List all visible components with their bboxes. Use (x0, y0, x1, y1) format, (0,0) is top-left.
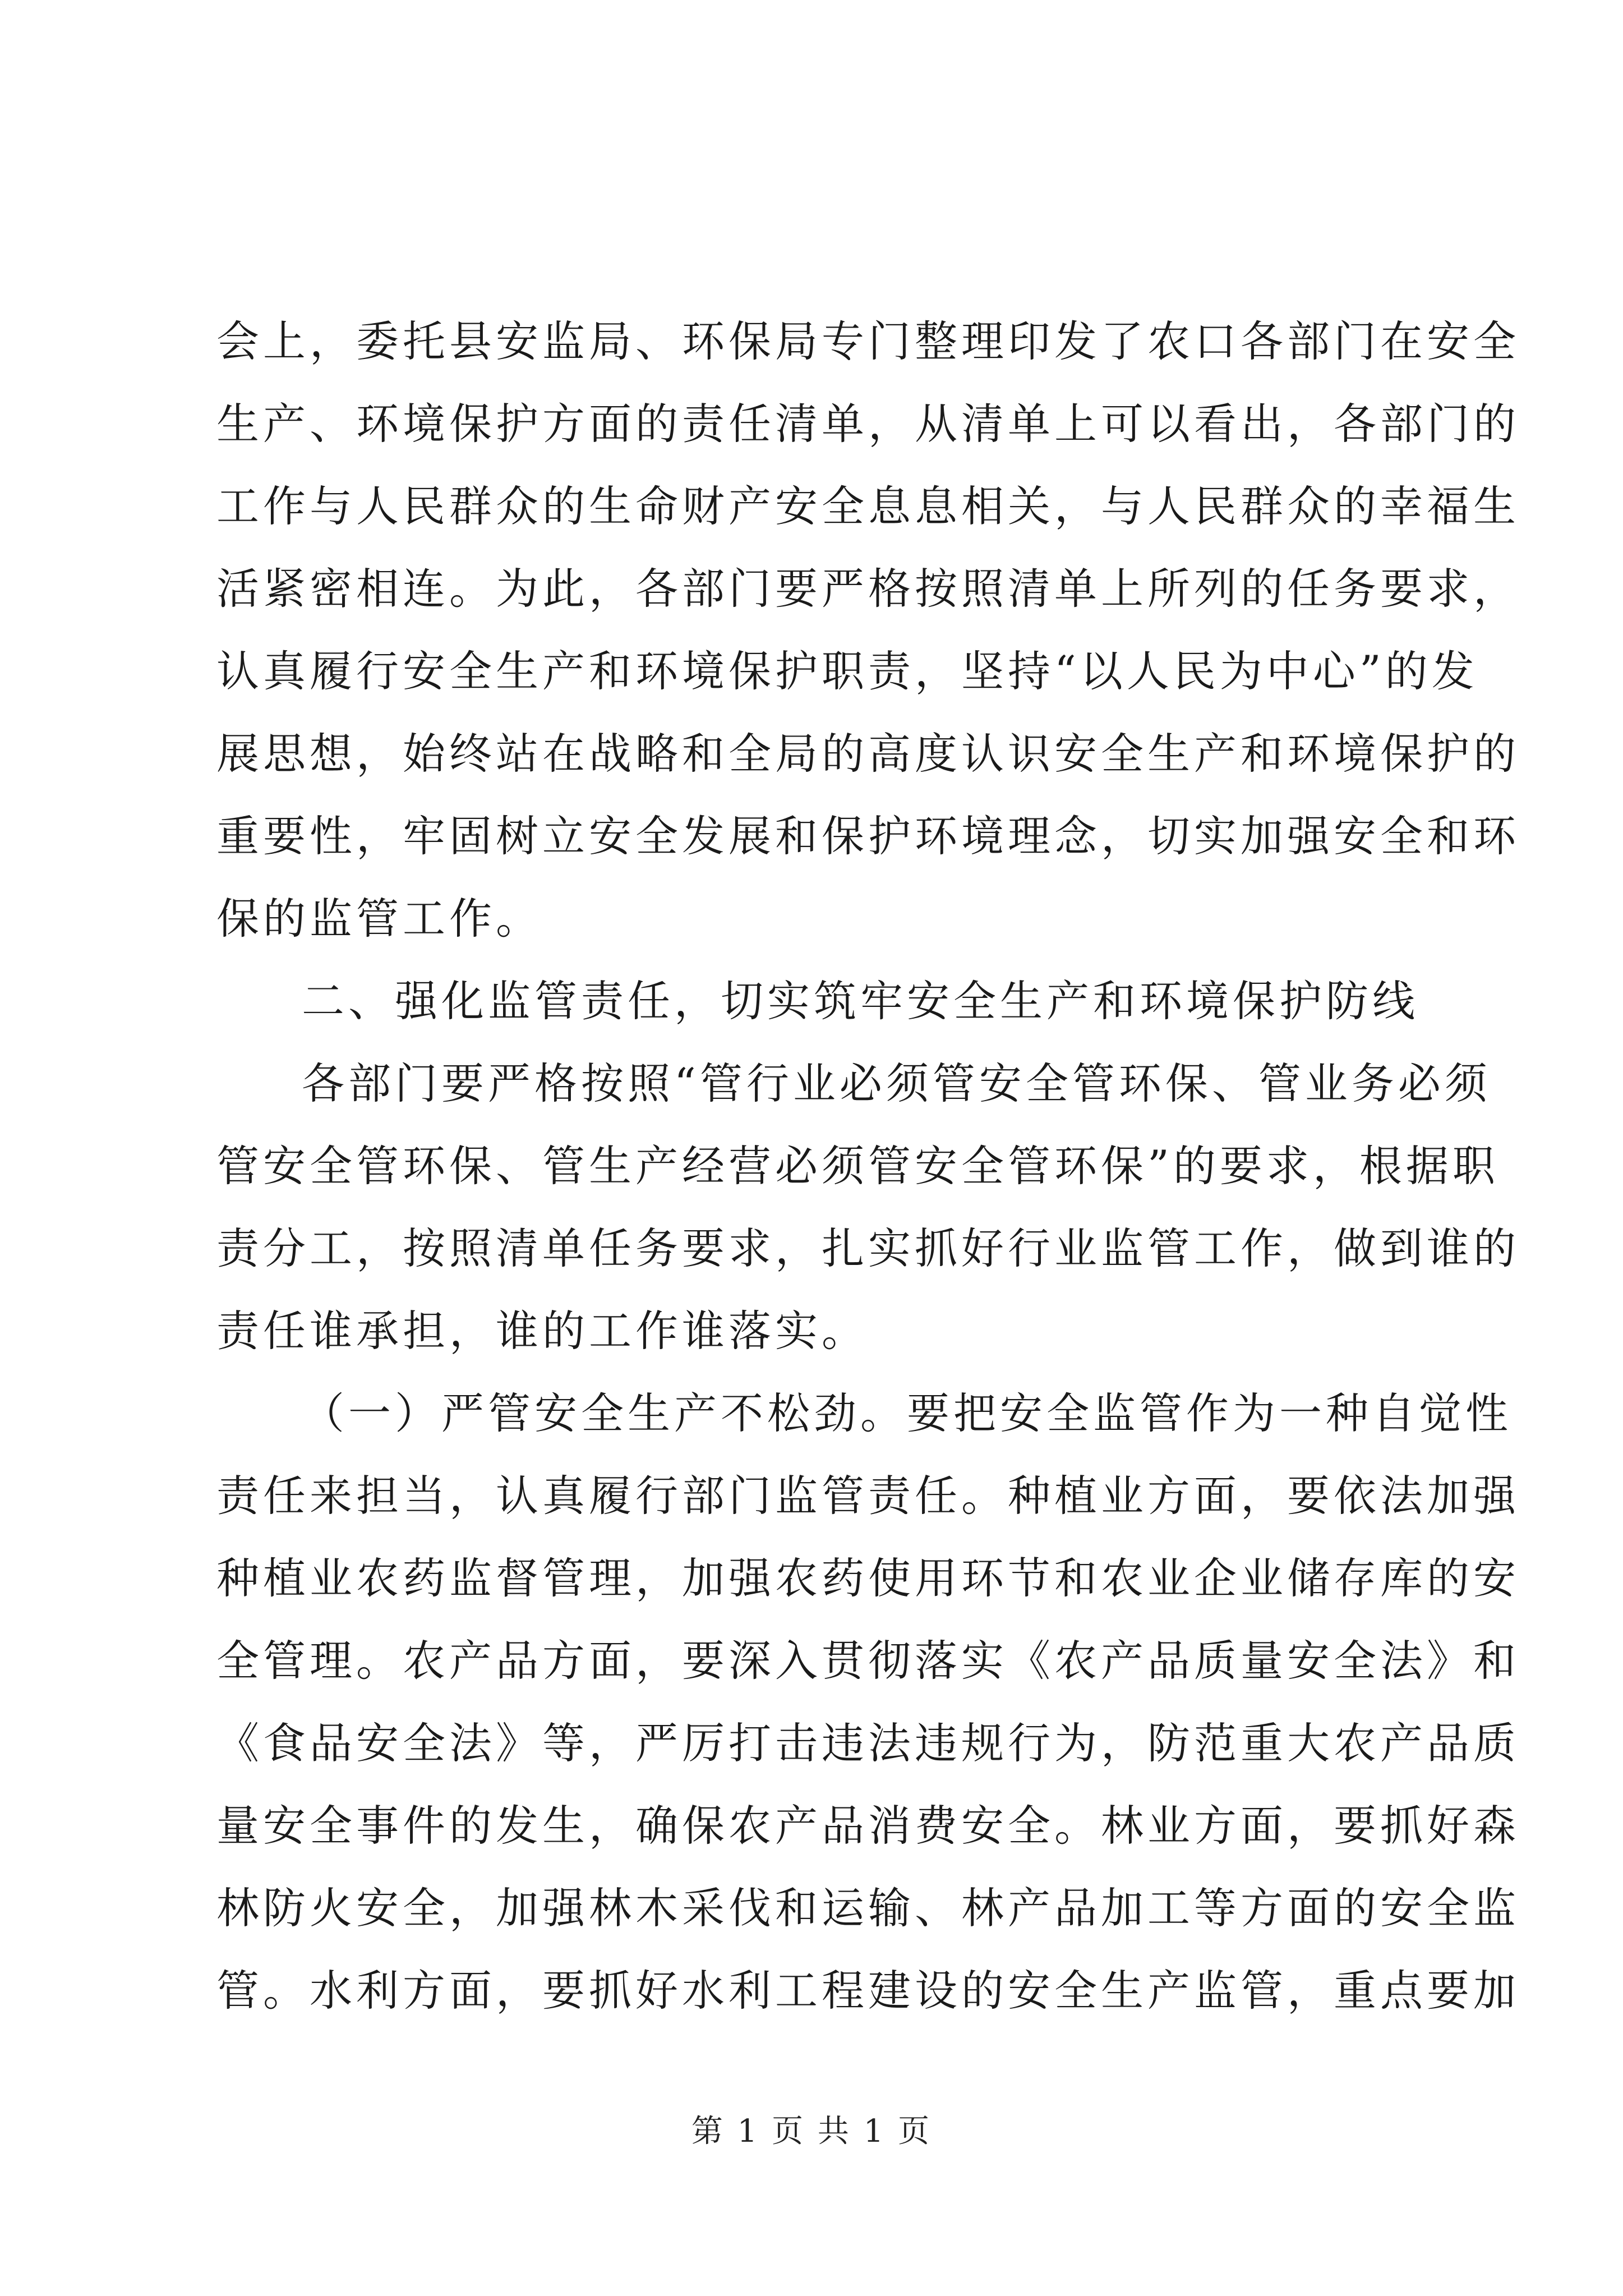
text-line: 保的监管工作。 (216, 894, 542, 944)
section-heading: 二、强化监管责任，切实筑牢安全生产和环境保护防线 (302, 976, 1419, 1026)
text-line: 全管理。农产品方面，要深入贯彻落实《农产品质量安全法》和 (216, 1636, 1520, 1686)
text-line: 量安全事件的发生，确保农产品消费安全。林业方面，要抓好森 (216, 1801, 1520, 1851)
subsection-start-line: （一）严管安全生产不松劲。要把安全监管作为一种自觉性 (302, 1388, 1512, 1438)
text-line: 展思想，始终站在战略和全局的高度认识安全生产和环境保护的 (216, 729, 1520, 779)
page-footer: 第 1 页 共 1 页 (691, 2113, 932, 2150)
text-line: 种植业农药监督管理，加强农药使用环节和农业企业储存库的安 (216, 1553, 1520, 1603)
text-line: 林防火安全，加强林木采伐和运输、林产品加工等方面的安全监 (216, 1883, 1520, 1933)
text-line: 认真履行安全生产和环境保护职责，坚持“以人民为中心”的发 (216, 646, 1478, 696)
text-line: 管。水利方面，要抓好水利工程建设的安全生产监管，重点要加 (216, 1966, 1520, 2016)
text-line: 会上，委托县安监局、环保局专门整理印发了农口各部门在安全 (216, 316, 1520, 366)
text-line: 生产、环境保护方面的责任清单，从清单上可以看出，各部门的 (216, 399, 1520, 449)
text-line: 责分工，按照清单任务要求，扎实抓好行业监管工作，做到谁的 (216, 1223, 1520, 1273)
paragraph-start-line: 各部门要严格按照“管行业必须管安全管环保、管业务必须 (302, 1059, 1491, 1108)
text-line: 活紧密相连。为此，各部门要严格按照清单上所列的任务要求， (216, 564, 1520, 614)
text-line: 重要性，牢固树立安全发展和保护环境理念，切实加强安全和环 (216, 811, 1520, 861)
text-line: 责任来担当，认真履行部门监管责任。种植业方面，要依法加强 (216, 1471, 1520, 1521)
text-line: 《食品安全法》等，严厉打击违法违规行为，防范重大农产品质 (216, 1718, 1520, 1768)
document-body (216, 300, 1520, 2032)
text-line: 管安全管环保、管生产经营必须管安全管环保”的要求，根据职 (216, 1141, 1499, 1191)
text-line: 工作与人民群众的生命财产安全息息相关，与人民群众的幸福生 (216, 481, 1520, 531)
text-line: 责任谁承担，谁的工作谁落实。 (216, 1306, 868, 1356)
